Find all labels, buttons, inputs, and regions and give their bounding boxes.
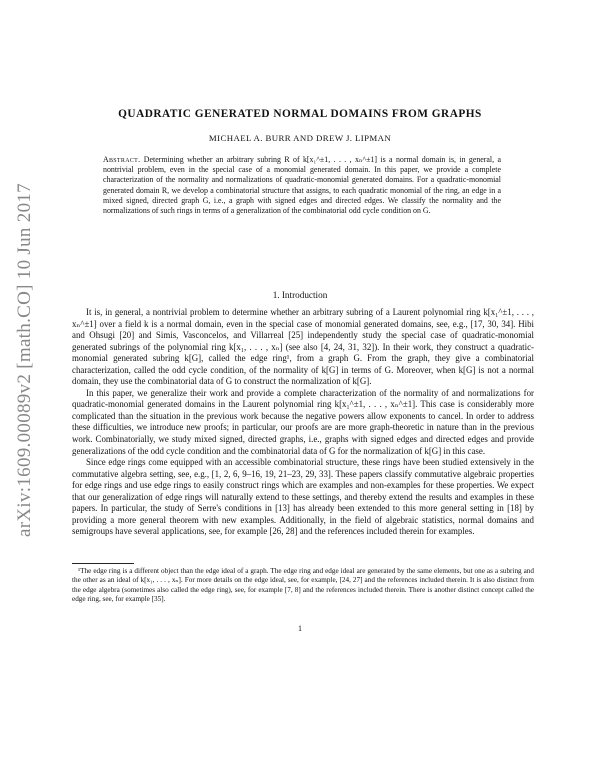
footnote: [72, 567, 534, 605]
abstract-label: Abstract.: [103, 155, 141, 164]
page-number: 1: [298, 624, 302, 633]
abstract: [103, 155, 501, 216]
paper-title: QUADRATIC GENERATED NORMAL DOMAINS FROM GRAPHS: [118, 108, 482, 120]
arxiv-sidebar-identifier: [8, 150, 42, 570]
paragraph: In this paper, we generalize their work and provide a complete characterization of the normality of and normalizations for quadratic-monomial generated domains in the Laurent polynomial ring k[x₁^±1, . . . , xₙ^±1]. This case is considerably more complicated than the situation in the previous work because the negative powers allow exponents to cancel. In order to address these difficulties, we introduce new proofs; in particular, our proofs are are more graph-theoretic in nature than in the previous work. Combinatorially, we study mixed signed, directed graphs, i.e., graphs with signed edges and directed edges and provide generalizations of the odd cycle condition and the combinatorial data of G for the normalization of k[G] in this case.: [72, 387, 534, 456]
paper-authors: MICHAEL A. BURR AND DREW J. LIPMAN: [208, 133, 392, 143]
paragraph: Since edge rings come equipped with an accessible combinatorial structure, these rings have been studied extensively in the commutative algebra setting, see, e.g., [1, 2, 6, 9–16, 19, 21–23, 29, 33]. These papers classify commutative algebraic properties for edge rings and use edge rings to easily construct rings which are examples and non-examples for these properties. We expect that our generalization of edge rings will naturally extend to these settings, and thereby extend the results and examples in these papers. In particular, the study of Serre's conditions in [13] has already been extended to this more general setting in [18] by providing a more general theorem with new examples. Additionally, in the field of algebraic statistics, normal domains and semigroups have several applications, see, for example [26, 28] and the references included therein for examples.: [72, 457, 534, 537]
arxiv-id-text: arXiv:1609.00089v2 [math.CO] 10 Jun 2017: [14, 183, 35, 537]
footnote-rule: [72, 563, 134, 564]
body-text: [72, 307, 534, 538]
abstract-text: Determining whether an arbitrary subring R of k[x₁^±1, . . . , xₙ^±1] is a normal domain is, in general, a nontrivial problem, even in the special case of a monomial generated domain. In this paper, we provide a complete characterization of the normality and normalizations of quadratic-monomial generated domains. For a quadratic-monomial generated domain R, we develop a combinatorial structure that assigns, to each quadratic monomial of the ring, an edge in a mixed signed, directed graph G, i.e., a graph with signed edges and directed edges. We classify the normality and the normalizations of such rings in terms of a generalization of the combinatorial odd cycle condition on G.: [103, 155, 501, 216]
footnote-text: ¹The edge ring is a different object than the edge ideal of a graph. The edge ring and edge ideal are generated by the same elements, but one as a subring and the other as an ideal of k[x₁, . . . , xₙ]. For more details on the edge ideal, see, for example, [24, 27] and the references included therein. It is also distinct from the edge algebra (sometimes also called the edge ring), see, for example [7, 8] and the references included therein. There is another distinct concept called the edge ring, see, for example [35].: [72, 567, 534, 604]
section-heading: 1. Introduction: [272, 290, 328, 300]
paragraph: It is, in general, a nontrivial problem to determine whether an arbitrary subring of a Laurent polynomial ring k[x₁^±1, . . . , xₙ^±1] over a field k is a normal domain, even in the special case of monomial generated domains, see, e.g., [17, 30, 34]. Hibi and Ohsugi [20] and Simis, Vasconcelos, and Villarreal [25] independently study the special case of quadratic-monomial generated subrings of the polynomial ring k[x₁, . . . , xₙ] (see also [4, 24, 31, 32]). In their work, they construct a quadratic-monomial generated subring k[G], called the edge ring¹, from a graph G. From the graph, they give a combinatorial characterization, called the odd cycle condition, of the normality of k[G] in terms of G. Moreover, when k[G] is not a normal domain, they use the combinatorial data of G to construct the normalization of k[G].: [72, 307, 534, 387]
